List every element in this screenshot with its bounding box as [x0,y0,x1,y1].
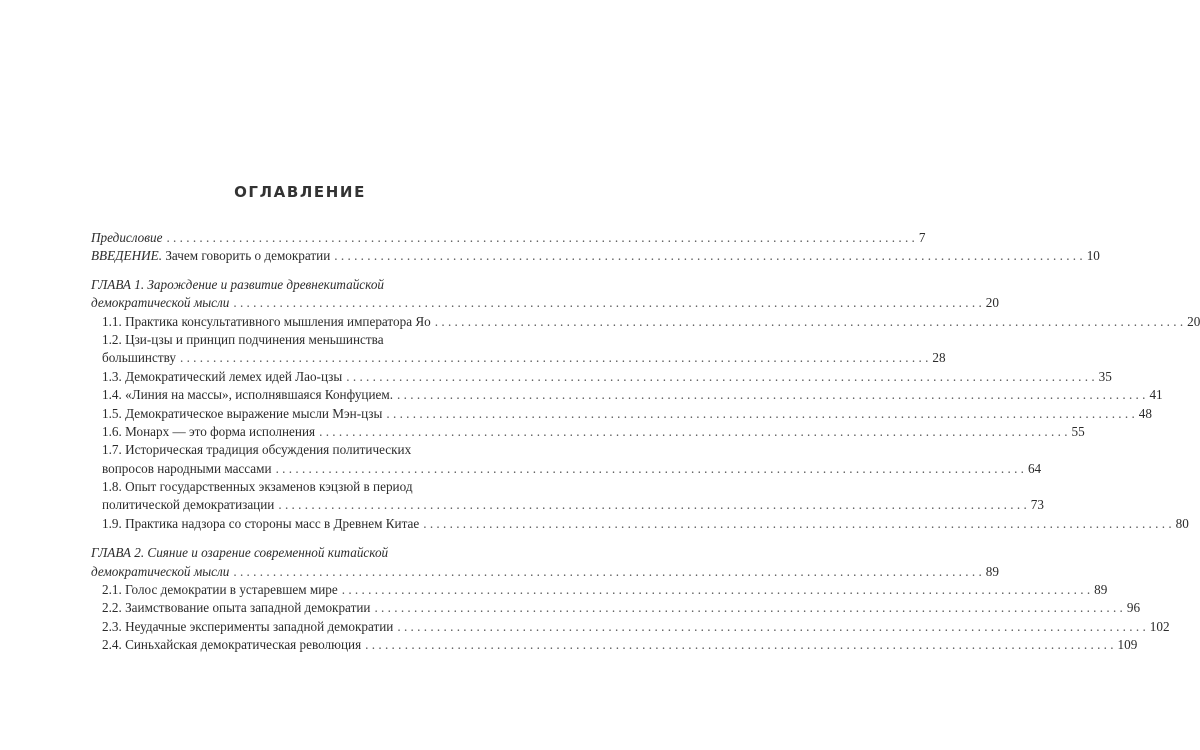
toc-page-number: 64 [1027,460,1042,476]
toc-page-number: 48 [1138,405,1152,421]
toc-page-number: 80 [1175,515,1189,531]
toc-entry-label: 2.2. Заимствование опыта западной демократии [102,600,371,616]
toc-entry-label: большинству [102,350,176,366]
introduction-italic-label: ВВЕДЕНИЕ. [91,248,163,264]
chapter-title-line: демократической мысли [91,563,230,579]
toc-section-1-9[interactable] [91,515,1189,533]
toc-page-number: 89 [1094,582,1108,598]
toc-entry-label: 2.3. Неудачные эксперименты западной демократии [102,618,394,634]
dot-leader [334,247,1082,265]
toc-entry-label: 2.4. Синьхайская демократическая революция [102,637,362,653]
dot-leader [166,229,914,247]
dot-leader [180,349,928,367]
toc-entry-label: 1.5. Демократическое выражение мысли Мэн-цзы [102,405,383,421]
toc-entry-label: 1.9. Практика надзора со стороны масс в Древнем Китае [102,515,420,531]
dot-leader [278,496,1026,514]
toc-entry-label: 1.8. Опыт государственных экзаменов кэцзюй в период [102,479,413,495]
toc-entry-label [91,247,330,265]
toc-page-number: 28 [932,350,946,366]
toc-entry-preface[interactable] [91,229,926,247]
dot-leader [365,636,1113,654]
toc-page-number: 102 [1149,618,1170,634]
toc-entry-label: вопросов народными массами [102,460,272,476]
toc-entry-label: политической демократизации [102,497,275,513]
toc-section-2-2[interactable] [91,599,1141,617]
toc-chapter-2-heading[interactable] [91,544,489,562]
dot-leader [342,581,1090,599]
dot-leader [346,368,1094,386]
introduction-title: Зачем говорить о демократии [165,248,331,264]
dot-leader [386,405,1134,423]
toc-chapter-1-heading-end[interactable] [91,294,999,312]
toc-page-number: 109 [1117,637,1138,653]
dot-leader [397,386,1145,404]
toc-entry-introduction[interactable] [91,247,1100,265]
toc-section-1-8[interactable] [91,478,489,496]
toc-section-1-2[interactable] [91,331,489,349]
toc-section-1-8-end[interactable] [91,496,1044,514]
toc-section-1-7[interactable] [91,441,489,459]
toc-entry-label: Предисловие [91,230,163,245]
dot-leader [276,460,1024,478]
toc-section-1-2-end[interactable] [91,349,946,367]
chapter-title-line: ГЛАВА 1. Зарождение и развитие древнекитайской [91,276,385,292]
toc-section-1-5[interactable] [91,405,1152,423]
dot-leader [397,618,1145,636]
dot-leader [233,563,981,581]
dot-leader [423,515,1171,533]
toc-page-number: 89 [985,563,999,579]
spacer [91,266,489,276]
toc-section-1-7-end[interactable] [91,460,1042,478]
page-title: ОГЛАВЛЕНИЕ [234,183,366,201]
toc-chapter-1-heading[interactable] [91,276,489,294]
toc-page-number: 96 [1126,600,1141,616]
dot-leader [374,599,1122,617]
dot-leader [319,423,1067,441]
toc-entry-label: 1.6. Монарх — это форма исполнения [102,423,316,439]
toc-page-number: 10 [1086,248,1100,264]
toc-section-1-1[interactable] [91,313,1200,331]
toc-page-number: 20 [1187,313,1200,329]
toc-entry-label: 1.4. «Линия на массы», исполнявшаяся Конфуцием. [102,387,394,403]
toc-page-number: 41 [1149,387,1163,403]
toc-entry-label: 1.1. Практика консультативного мышления императора Яо [102,313,431,329]
toc-page-number: 7 [918,230,926,245]
toc-section-2-4[interactable] [91,636,1138,654]
toc-entry-label: 2.1. Голос демократии в устаревшем мире [102,582,338,598]
chapter-title-line: демократической мысли [91,295,230,311]
toc-entry-label: 1.7. Историческая традиция обсуждения политических [102,442,412,458]
spacer [91,533,489,544]
toc-section-1-4[interactable] [91,386,1163,404]
toc-entry-label: 1.2. Цзи-цзы и принцип подчинения меньшинства [102,331,384,347]
toc-page-number: 55 [1071,423,1085,439]
toc-page-number: 73 [1030,497,1044,513]
dot-leader [233,294,981,312]
dot-leader [435,313,1183,331]
toc-section-2-3[interactable] [91,618,1170,636]
toc-chapter-2-heading-end[interactable] [91,563,999,581]
toc-section-1-6[interactable] [91,423,1085,441]
toc-page-number: 20 [985,295,999,311]
toc-section-1-3[interactable] [91,368,1112,386]
table-of-contents [91,229,1200,655]
toc-section-2-1[interactable] [91,581,1108,599]
toc-entry-label: 1.3. Демократический лемех идей Лао-цзы [102,368,343,384]
chapter-title-line: ГЛАВА 2. Сияние и озарение современной китайской [91,545,389,561]
toc-page-number: 35 [1098,368,1112,384]
